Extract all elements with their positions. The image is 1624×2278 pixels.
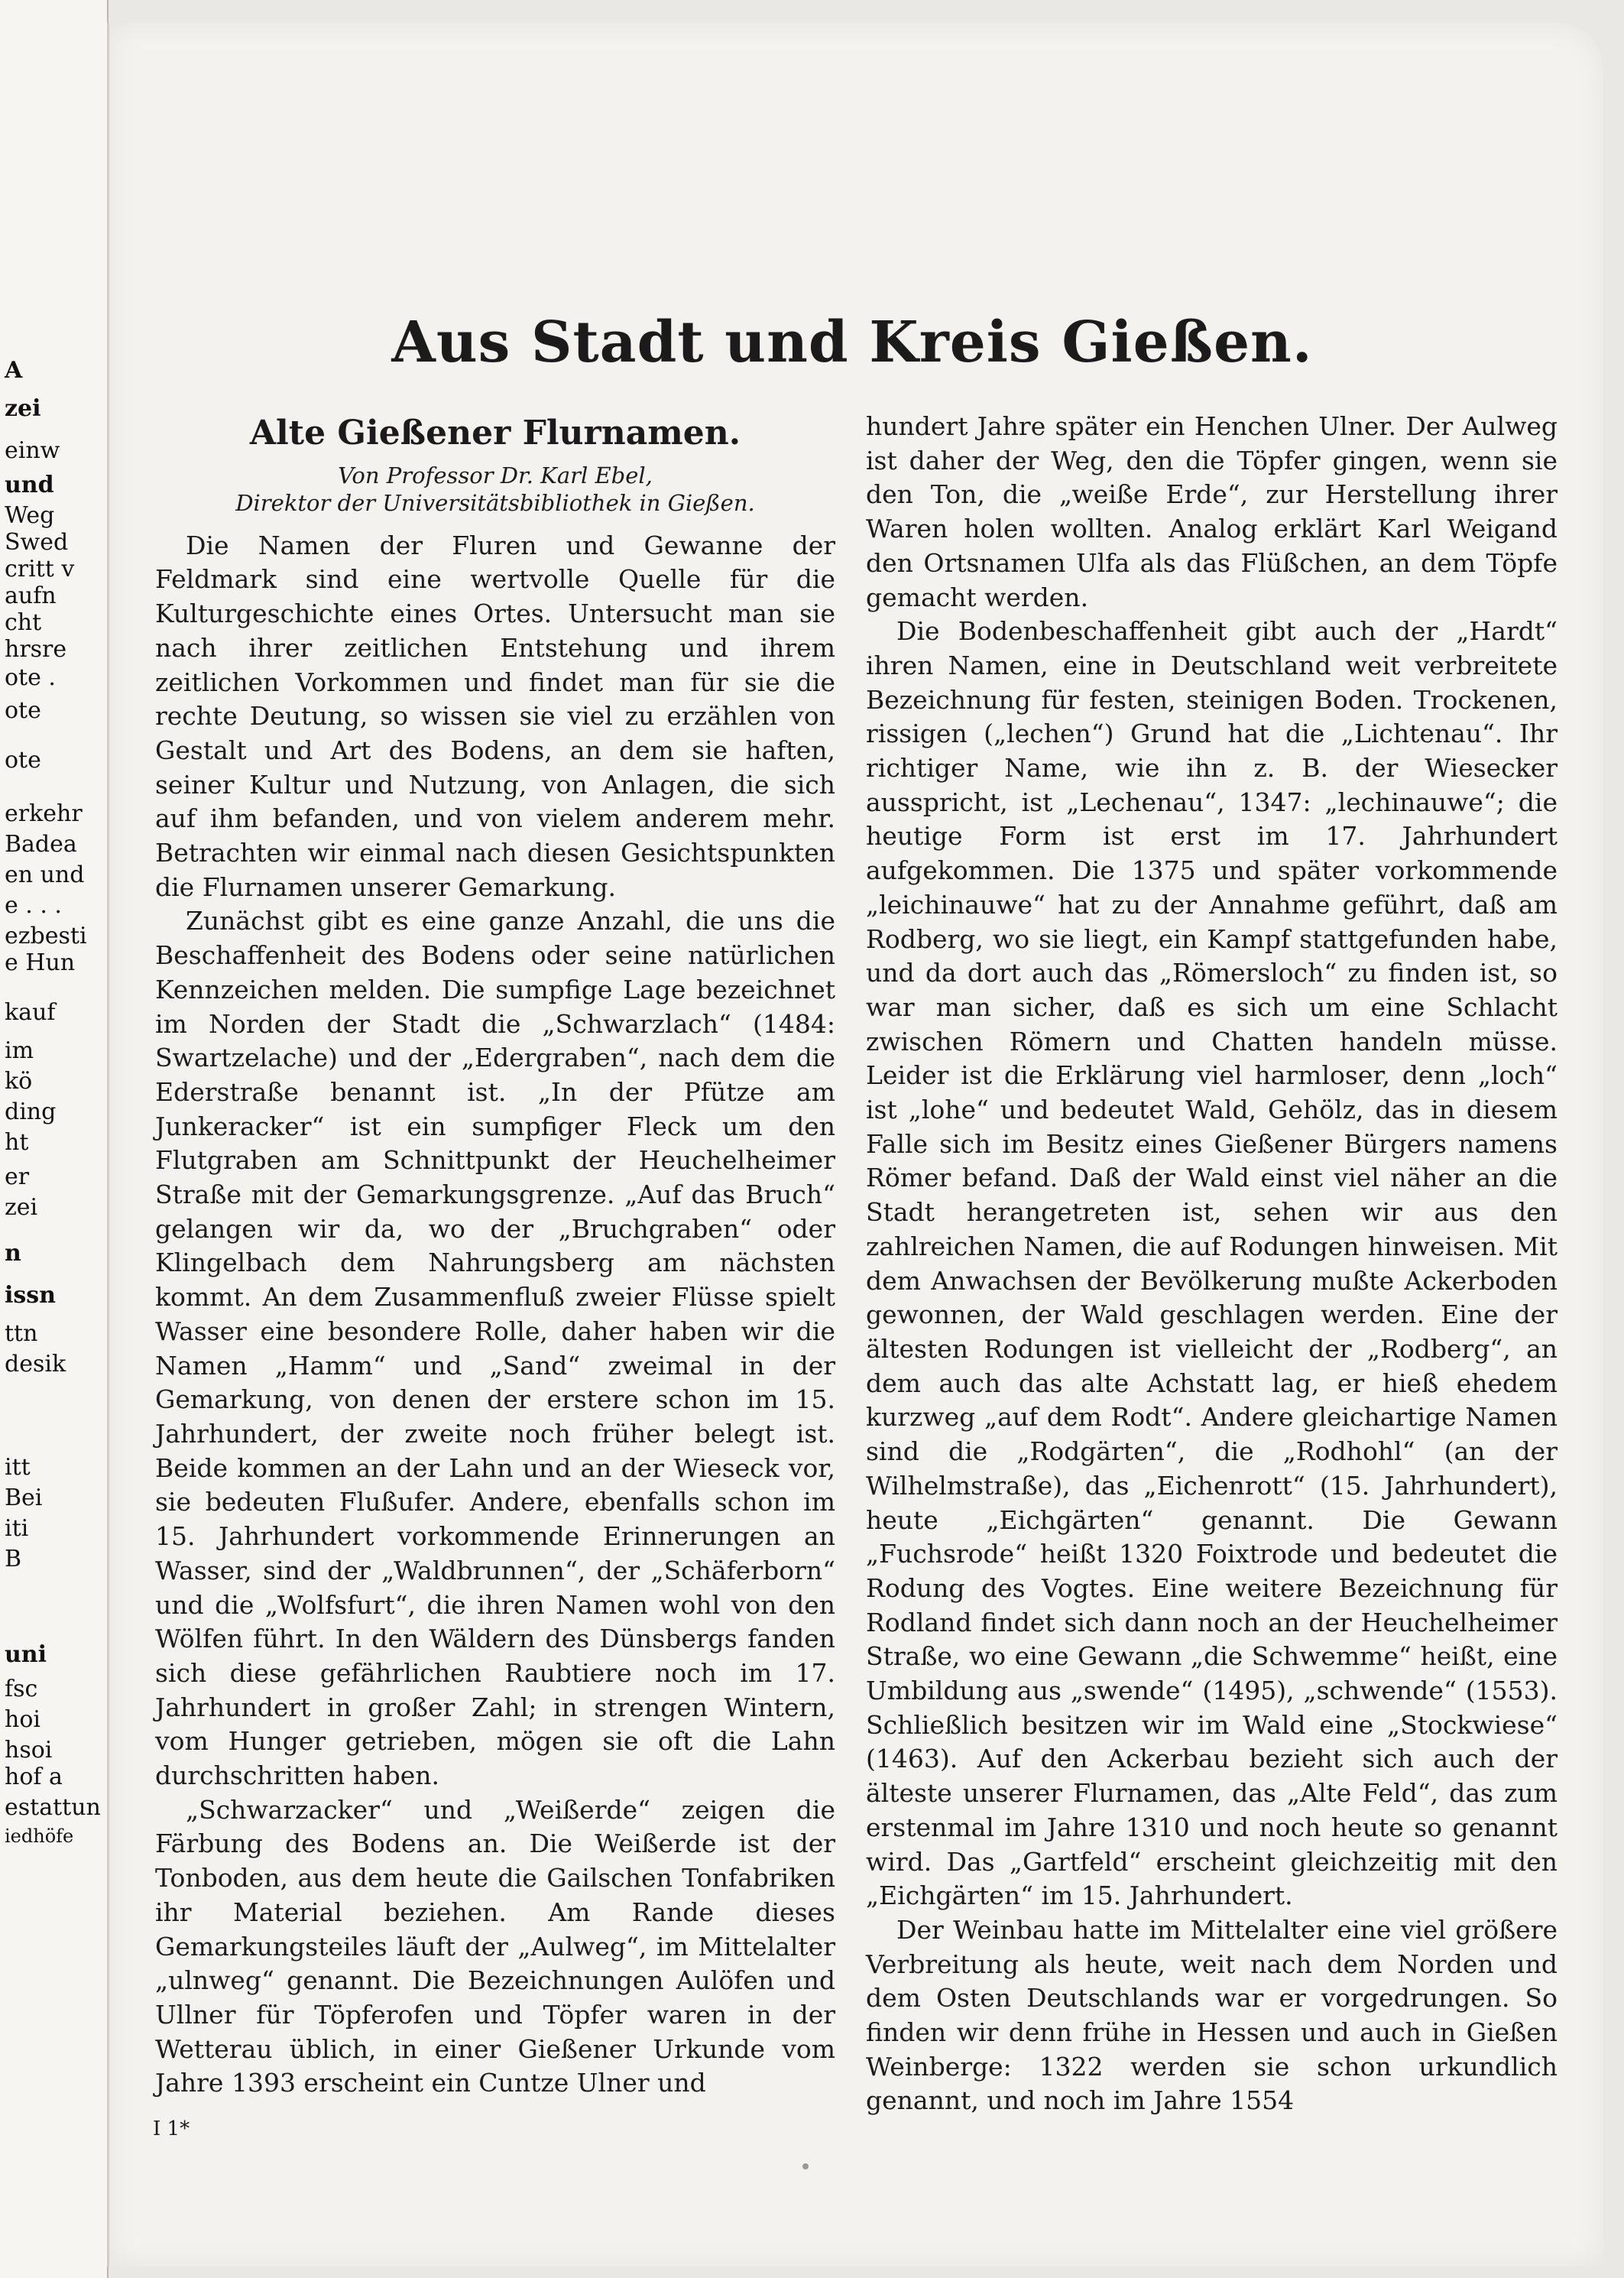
paper-speck bbox=[802, 2163, 809, 2169]
margin-fragment: estattun bbox=[5, 1794, 101, 1821]
margin-fragment: ttn bbox=[5, 1320, 38, 1347]
margin-fragment: ote . bbox=[5, 664, 56, 691]
margin-fragment: n bbox=[5, 1240, 21, 1267]
margin-fragment: Weg bbox=[5, 502, 55, 529]
margin-fragment: hsoi bbox=[5, 1737, 53, 1764]
margin-fragment: aufn bbox=[5, 582, 57, 609]
byline-author: Von Professor Dr. Karl Ebel, bbox=[338, 462, 653, 488]
article-column-right bbox=[866, 410, 1558, 2118]
margin-fragment: desik bbox=[5, 1351, 66, 1378]
paragraph: Die Bodenbeschaffenheit gibt auch der „Hardt“ ihren Namen, eine in Deutschland weit verbreitete Bezeichnung für festen, steinigen Boden. Trockenen, rissigen („lechen“) Grund hat die „Lichtenau“. Ihr richtiger Name, wie ihn z. B. der Wiesecker ausspricht, ist „Lechenau“, 1347: „lechinauwe“; die heutige Form ist erst im 17. Jahrhundert aufgekommen. Die 1375 und später vorkommende „leichinauwe“ hat zu der Annahme geführt, daß am Rodberg, wo sie liegt, ein Kampf stattgefunden habe, und da dort auch das „Römersloch“ zu finden ist, so war man sicher, daß es sich um eine Schlacht zwischen Römern und Chatten handeln müsse. Leider ist die Erklärung viel harmloser, denn „loch“ ist „lohe“ und bedeutet Wald, Gehölz, das in diesem Falle sich im Besitz eines Gießener Bürgers namens Römer befand. Daß der Wald einst viel näher an die Stadt herangetreten ist, sehen wir aus den zahlreichen Namen, die auf Rodungen hinweisen. Mit dem Anwachsen der Bevölkerung mußte Ackerboden gewonnen, der Wald geschlagen werden. Eine der ältesten Rodungen ist vielleicht der „Rodberg“, an dem auch das alte Achstatt lag, er hieß ehedem kurzweg „auf dem Rodt“. Andere gleichartige Namen sind die „Rodgärten“, die „Rodhohl“ (an der Wilhelmstraße), das „Eichenrott“ (15. Jahrhundert), heute „Eichgärten“ genannt. Die Gewann „Fuchsrode“ heißt 1320 Foixtrode und bedeutet die Rodung des Vogtes. Eine weitere Bezeichnung für Rodland findet sich dann noch an der Heuchelheimer Straße, wo eine Gewann „die Schwemme“ heißt, eine Umbildung aus „swende“ (1495), „schwende“ (1553). Schließlich besitzen wir im Wald eine „Stockwiese“ (1463). Auf den Ackerbau bezieht sich auch der älteste unserer Flurnamen, das „Alte Feld“, das zum erstenmal im Jahre 1310 und noch heute so genannt wird. Das „Gartfeld“ erscheint gleichzeitig mit den „Eichgärten“ im 15. Jahrhundert. bbox=[866, 616, 1558, 1911]
margin-fragment: im bbox=[5, 1037, 34, 1064]
margin-fragment: Swed bbox=[5, 529, 69, 556]
margin-fragment: zei bbox=[5, 1194, 38, 1221]
margin-fragment: cht bbox=[5, 609, 42, 636]
paragraph: Zunächst gibt es eine ganze Anzahl, die uns die Beschaffenheit des Bodens oder seine natürlichen Kennzeichen melden. Die sumpfige Lage bezeichnet im Norden der Stadt die „Schwarzlach“ (1484: Swartzelache) und der „Edergraben“, nach dem die Ederstraße benannt ist. „In der Pfütze am Junkeracker“ ist ein sumpfiger Fleck um den Flutgraben am Schnittpunkt der Heuchelheimer Straße mit der Gemarkungsgrenze. „Auf das Bruch“ gelangen wir da, wo der „Bruchgraben“ oder Klingelbach dem Nahrungsberg am nächsten kommt. An dem Zusammenfluß zweier Flüsse spielt Wasser eine besondere Rolle, daher haben wir die Namen „Hamm“ und „Sand“ zweimal in der Gemarkung, von denen der erstere schon im 15. Jahrhundert, der zweite noch früher belegt ist. Beide kommen an der Lahn und an der Wieseck vor, sie bedeuten Flußufer. Andere, ebenfalls schon im 15. Jahrhundert vorkommende Erinnerungen an Wasser, sind der „Waldbrunnen“, der „Schäferborn“ und die „Wolfsfurt“, die ihren Namen wohl von den Wölfen führt. In den Wäldern des Dünsbergs fanden sich diese gefährlichen Raubtiere noch im 17. Jahrhundert in großer Zahl; in strengen Wintern, vom Hunger getrieben, mögen sie oft die Lahn durchschritten haben. bbox=[155, 906, 835, 1791]
signature-mark: I 1* bbox=[153, 2117, 190, 2140]
margin-fragment: ding bbox=[5, 1098, 57, 1125]
margin-fragment: kauf bbox=[5, 999, 56, 1026]
margin-fragment: erkehr bbox=[5, 800, 83, 827]
article-title: Alte Gießener Flurnamen. bbox=[249, 414, 741, 453]
margin-fragment: issn bbox=[5, 1282, 56, 1309]
margin-fragment: hof a bbox=[5, 1764, 63, 1790]
margin-fragment: A bbox=[5, 357, 23, 384]
margin-fragment: hoi bbox=[5, 1706, 41, 1733]
margin-fragment: critt v bbox=[5, 556, 75, 582]
page-heading: Aus Stadt und Kreis Gießen. bbox=[391, 310, 1313, 375]
margin-fragment: en und bbox=[5, 862, 85, 888]
margin-fragment: fsc bbox=[5, 1676, 38, 1702]
article-byline bbox=[155, 462, 835, 517]
margin-fragment: kö bbox=[5, 1068, 33, 1095]
margin-fragment: itt bbox=[5, 1454, 31, 1481]
margin-fragment: Badea bbox=[5, 831, 77, 858]
margin-fragment: hrsre bbox=[5, 636, 67, 663]
byline-affiliation: Direktor der Universitätsbibliothek in Gießen. bbox=[235, 489, 755, 516]
margin-fragment: ote bbox=[5, 697, 41, 724]
margin-fragment: zei bbox=[5, 395, 41, 422]
margin-fragment: ezbesti bbox=[5, 923, 87, 949]
margin-fragment: er bbox=[5, 1163, 30, 1190]
paragraph: „Schwarzacker“ und „Weißerde“ zeigen die Färbung des Bodens an. Die Weißerde ist der Tonboden, aus dem heute die Gailschen Tonfabriken ihr Material beziehen. Am Rande dieses Gemarkungsteiles läuft der „Aulweg“, im Mittelalter „ulnweg“ genannt. Die Bezeichnungen Aulöfen und Ullner für Töpferofen und Töpfer waren in der Wetterau üblich, in einer Gießener Urkunde vom Jahre 1393 erscheint ein Cuntze Ulner und bbox=[155, 1794, 835, 2098]
margin-fragment: B bbox=[5, 1546, 22, 1572]
margin-fragment: und bbox=[5, 472, 54, 498]
margin-fragment: uni bbox=[5, 1641, 47, 1668]
margin-fragment: iedhöfe bbox=[5, 1825, 74, 1847]
paragraph: hundert Jahre später ein Henchen Ulner. Der Aulweg ist daher der Weg, den die Töpfer gingen, wenn sie den Ton, die „weiße Erde“, zur Herstellung ihrer Waren holen wollten. Analog erklärt Karl Weigand den Ortsnamen Ulfa als das Flüßchen, an dem Töpfe gemacht werden. bbox=[866, 411, 1558, 612]
margin-fragment: Bei bbox=[5, 1485, 43, 1511]
paragraph: Die Namen der Fluren und Gewanne der Feldmark sind eine wertvolle Quelle für die Kulturgeschichte eines Ortes. Untersucht man sie nach ihrer zeitlichen Entstehung und ihrem zeitlichen Vorkommen und findet man für sie die rechte Deutung, so wissen sie viel zu erzählen von Gestalt und Art des Bodens, an dem sie haften, seiner Kultur und Nutzung, von Anlagen, die sich auf ihm befanden, und von vielem anderem mehr. Betrachten wir einmal nach diesen Gesichtspunkten die Flurnamen unserer Gemarkung. bbox=[155, 530, 835, 902]
margin-fragment: e . . . bbox=[5, 892, 62, 919]
margin-fragment: iti bbox=[5, 1515, 29, 1542]
margin-fragment: ote bbox=[5, 747, 41, 774]
facing-page-margin bbox=[0, 0, 109, 2278]
paragraph: Der Weinbau hatte im Mittelalter eine viel größere Verbreitung als heute, weit nach dem Norden und dem Osten Deutschlands war er vorgedrungen. So finden wir denn frühe in Hessen und auch in Gießen Weinberge: 1322 werden sie schon urkundlich genannt, und noch im Jahre 1554 bbox=[866, 1914, 1558, 2116]
margin-fragment: ht bbox=[5, 1129, 29, 1156]
margin-fragment: einw bbox=[5, 437, 60, 464]
margin-fragment: e Hun bbox=[5, 949, 76, 976]
article-column-left bbox=[155, 414, 835, 2101]
